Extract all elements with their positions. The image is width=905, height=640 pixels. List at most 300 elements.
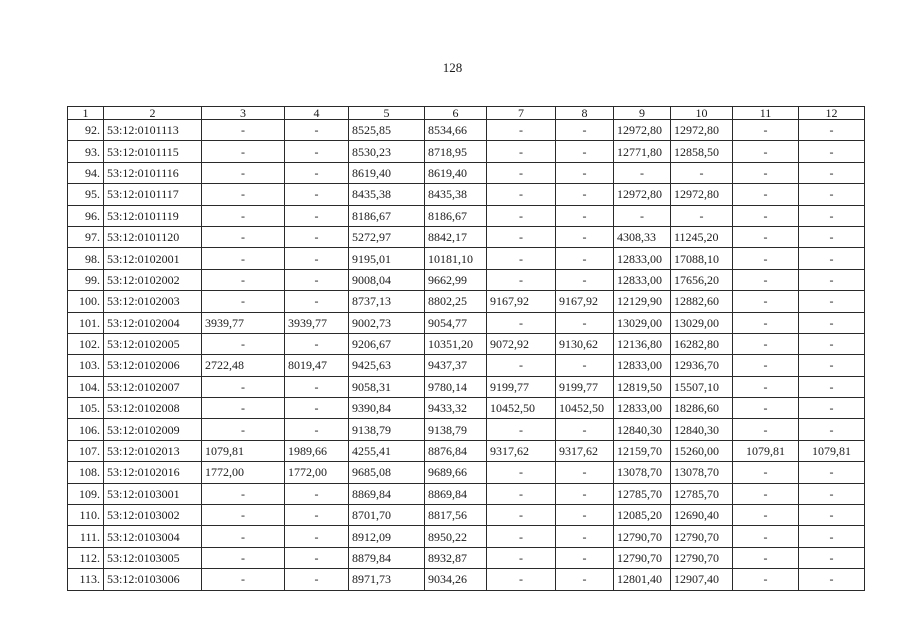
column-header: 7: [487, 107, 556, 120]
table-cell: 12833,00: [614, 398, 671, 419]
table-row: [68, 376, 865, 397]
table-cell: 12819,50: [614, 376, 671, 397]
table-cell: 8879,84: [349, 547, 425, 568]
table-cell: -: [202, 526, 285, 547]
table-cell: -: [556, 355, 614, 376]
table-cell: 9167,92: [556, 291, 614, 312]
cadastral-number-cell: 53:12:0102013: [104, 440, 202, 461]
table-cell: 8802,25: [425, 291, 487, 312]
table-cell: 9437,37: [425, 355, 487, 376]
table-cell: -: [556, 248, 614, 269]
table-cell: 8019,47: [285, 355, 349, 376]
table-cell: 8950,22: [425, 526, 487, 547]
table-cell: 8525,85: [349, 120, 425, 141]
row-number-cell: 100.: [68, 291, 104, 312]
table-cell: 1989,66: [285, 440, 349, 461]
table-cell: -: [733, 248, 799, 269]
table-row: [68, 440, 865, 461]
table-cell: 12801,40: [614, 569, 671, 590]
table-cell: 1772,00: [285, 462, 349, 483]
table-cell: -: [799, 419, 865, 440]
table-cell: -: [556, 483, 614, 504]
table-cell: -: [556, 120, 614, 141]
row-number-cell: 112.: [68, 547, 104, 568]
table-cell: 4308,33: [614, 226, 671, 247]
table-cell: 8435,38: [425, 184, 487, 205]
table-cell: -: [285, 526, 349, 547]
table-cell: -: [799, 398, 865, 419]
table-cell: 9390,84: [349, 398, 425, 419]
table-row: [68, 291, 865, 312]
table-cell: -: [733, 141, 799, 162]
table-cell: -: [285, 226, 349, 247]
table-cell: -: [487, 162, 556, 183]
table-cell: -: [285, 141, 349, 162]
table-cell: -: [202, 419, 285, 440]
table-cell: -: [614, 162, 671, 183]
table-cell: -: [733, 419, 799, 440]
table-cell: -: [556, 184, 614, 205]
table-cell: -: [799, 355, 865, 376]
row-number-cell: 97.: [68, 226, 104, 247]
cadastral-number-cell: 53:12:0103005: [104, 547, 202, 568]
table-cell: 8932,87: [425, 547, 487, 568]
table-cell: 8842,17: [425, 226, 487, 247]
table-cell: -: [733, 398, 799, 419]
column-header: 5: [349, 107, 425, 120]
cadastral-number-cell: 53:12:0101117: [104, 184, 202, 205]
table-cell: -: [733, 569, 799, 590]
table-cell: 10452,50: [556, 398, 614, 419]
table-cell: 9425,63: [349, 355, 425, 376]
table-cell: -: [556, 526, 614, 547]
table-cell: 12690,40: [671, 505, 733, 526]
row-number-cell: 102.: [68, 333, 104, 354]
table-cell: 9199,77: [487, 376, 556, 397]
table-cell: 9138,79: [425, 419, 487, 440]
table-cell: -: [202, 547, 285, 568]
table-cell: 8817,56: [425, 505, 487, 526]
row-number-cell: 113.: [68, 569, 104, 590]
table-cell: 9317,62: [487, 440, 556, 461]
table-cell: -: [556, 141, 614, 162]
table-cell: -: [733, 376, 799, 397]
table-cell: -: [556, 547, 614, 568]
column-header: 12: [799, 107, 865, 120]
table-cell: -: [733, 333, 799, 354]
table-cell: 12972,80: [671, 184, 733, 205]
table-cell: 8619,40: [349, 162, 425, 183]
table-cell: 12833,00: [614, 355, 671, 376]
table-cell: -: [487, 141, 556, 162]
table-cell: -: [202, 269, 285, 290]
column-header: 8: [556, 107, 614, 120]
table-cell: 9685,08: [349, 462, 425, 483]
table-cell: 13078,70: [614, 462, 671, 483]
table-cell: -: [487, 419, 556, 440]
table-cell: -: [487, 547, 556, 568]
table-cell: 3939,77: [285, 312, 349, 333]
table-cell: -: [487, 483, 556, 504]
column-header: 6: [425, 107, 487, 120]
table-cell: 8869,84: [425, 483, 487, 504]
table-cell: -: [733, 547, 799, 568]
table-cell: 8737,13: [349, 291, 425, 312]
table-cell: -: [733, 505, 799, 526]
table-cell: 9195,01: [349, 248, 425, 269]
cadastral-number-cell: 53:12:0102008: [104, 398, 202, 419]
table-header-row: [68, 107, 865, 120]
table-cell: -: [285, 162, 349, 183]
table-cell: 5272,97: [349, 226, 425, 247]
table-cell: 12790,70: [614, 547, 671, 568]
table-cell: -: [733, 205, 799, 226]
table-row: [68, 162, 865, 183]
row-number-cell: 92.: [68, 120, 104, 141]
table-cell: -: [487, 120, 556, 141]
table-cell: -: [556, 419, 614, 440]
cadastral-number-cell: 53:12:0101116: [104, 162, 202, 183]
table-cell: -: [799, 205, 865, 226]
table-cell: -: [799, 120, 865, 141]
table-cell: 18286,60: [671, 398, 733, 419]
table-cell: 9317,62: [556, 440, 614, 461]
table-cell: -: [285, 398, 349, 419]
table-cell: 13029,00: [671, 312, 733, 333]
table-cell: 12907,40: [671, 569, 733, 590]
cadastral-number-cell: 53:12:0101120: [104, 226, 202, 247]
table-cell: -: [799, 547, 865, 568]
table-row: [68, 312, 865, 333]
table-cell: 12840,30: [671, 419, 733, 440]
table-cell: -: [202, 226, 285, 247]
table-row: [68, 333, 865, 354]
table-cell: -: [733, 462, 799, 483]
cadastral-number-cell: 53:12:0102006: [104, 355, 202, 376]
table-cell: -: [671, 205, 733, 226]
table-cell: 10452,50: [487, 398, 556, 419]
table-cell: -: [487, 205, 556, 226]
table-cell: 12085,20: [614, 505, 671, 526]
cadastral-number-cell: 53:12:0102007: [104, 376, 202, 397]
table-cell: 12972,80: [614, 120, 671, 141]
row-number-cell: 110.: [68, 505, 104, 526]
table-row: [68, 547, 865, 568]
table-cell: 12972,80: [614, 184, 671, 205]
table-cell: 8530,23: [349, 141, 425, 162]
table-cell: -: [799, 312, 865, 333]
table-cell: -: [733, 120, 799, 141]
table-cell: -: [285, 120, 349, 141]
table-row: [68, 355, 865, 376]
table-row: [68, 419, 865, 440]
cadastral-number-cell: 53:12:0103002: [104, 505, 202, 526]
table-cell: 17088,10: [671, 248, 733, 269]
table-cell: -: [799, 462, 865, 483]
table-cell: -: [285, 184, 349, 205]
table-cell: 17656,20: [671, 269, 733, 290]
table-cell: -: [799, 269, 865, 290]
table-cell: -: [202, 184, 285, 205]
table-cell: -: [556, 505, 614, 526]
table-cell: 4255,41: [349, 440, 425, 461]
table-cell: -: [285, 376, 349, 397]
cadastral-number-cell: 53:12:0102005: [104, 333, 202, 354]
table-cell: 12136,80: [614, 333, 671, 354]
table-cell: -: [799, 184, 865, 205]
table-cell: -: [487, 505, 556, 526]
column-header: 4: [285, 107, 349, 120]
table-cell: -: [487, 248, 556, 269]
table-cell: -: [556, 205, 614, 226]
table-cell: 9072,92: [487, 333, 556, 354]
table-cell: -: [799, 226, 865, 247]
table-cell: -: [799, 526, 865, 547]
table-cell: 8186,67: [349, 205, 425, 226]
table-cell: -: [799, 376, 865, 397]
cadastral-number-cell: 53:12:0103006: [104, 569, 202, 590]
table-row: [68, 505, 865, 526]
table-cell: 12785,70: [671, 483, 733, 504]
column-header: 2: [104, 107, 202, 120]
cadastral-number-cell: 53:12:0103001: [104, 483, 202, 504]
table-cell: 9662,99: [425, 269, 487, 290]
table-cell: -: [487, 569, 556, 590]
table-cell: 2722,48: [202, 355, 285, 376]
table-cell: 9008,04: [349, 269, 425, 290]
table-cell: 9130,62: [556, 333, 614, 354]
table-cell: 12858,50: [671, 141, 733, 162]
row-number-cell: 94.: [68, 162, 104, 183]
column-header: 1: [68, 107, 104, 120]
table-cell: -: [285, 269, 349, 290]
data-table: [67, 106, 865, 591]
table-cell: -: [556, 569, 614, 590]
table-cell: -: [202, 333, 285, 354]
table-cell: 8534,66: [425, 120, 487, 141]
table-cell: -: [799, 569, 865, 590]
row-number-cell: 95.: [68, 184, 104, 205]
table-cell: 9054,77: [425, 312, 487, 333]
table-cell: -: [556, 312, 614, 333]
table-cell: 8619,40: [425, 162, 487, 183]
table-cell: 12790,70: [614, 526, 671, 547]
table-cell: -: [733, 312, 799, 333]
row-number-cell: 103.: [68, 355, 104, 376]
table-cell: 13078,70: [671, 462, 733, 483]
table-cell: 9138,79: [349, 419, 425, 440]
table-cell: -: [487, 269, 556, 290]
row-number-cell: 107.: [68, 440, 104, 461]
row-number-cell: 101.: [68, 312, 104, 333]
table-cell: 11245,20: [671, 226, 733, 247]
row-number-cell: 96.: [68, 205, 104, 226]
table-cell: -: [487, 355, 556, 376]
column-header: 9: [614, 107, 671, 120]
table-cell: -: [487, 462, 556, 483]
row-number-cell: 104.: [68, 376, 104, 397]
row-number-cell: 98.: [68, 248, 104, 269]
table-cell: -: [285, 419, 349, 440]
table-cell: 9199,77: [556, 376, 614, 397]
table-cell: 9689,66: [425, 462, 487, 483]
table-cell: 12882,60: [671, 291, 733, 312]
table-cell: -: [799, 483, 865, 504]
table-cell: -: [733, 226, 799, 247]
table-cell: 9433,32: [425, 398, 487, 419]
table-cell: -: [202, 398, 285, 419]
table-row: [68, 526, 865, 547]
table-cell: 12840,30: [614, 419, 671, 440]
table-cell: 9206,67: [349, 333, 425, 354]
table-cell: -: [487, 526, 556, 547]
table-cell: 9034,26: [425, 569, 487, 590]
table-row: [68, 269, 865, 290]
table-cell: -: [614, 205, 671, 226]
table-cell: -: [556, 269, 614, 290]
table-row: [68, 141, 865, 162]
table-cell: -: [799, 248, 865, 269]
cadastral-number-cell: 53:12:0102004: [104, 312, 202, 333]
table-cell: -: [202, 248, 285, 269]
table-cell: 13029,00: [614, 312, 671, 333]
table-cell: 12771,80: [614, 141, 671, 162]
cadastral-number-cell: 53:12:0103004: [104, 526, 202, 547]
table-cell: -: [733, 526, 799, 547]
table-cell: 9002,73: [349, 312, 425, 333]
table-cell: -: [285, 333, 349, 354]
table-cell: 8718,95: [425, 141, 487, 162]
table-cell: 1772,00: [202, 462, 285, 483]
table-cell: 10351,20: [425, 333, 487, 354]
table-cell: -: [487, 226, 556, 247]
table-cell: -: [202, 141, 285, 162]
table-cell: -: [733, 355, 799, 376]
row-number-cell: 99.: [68, 269, 104, 290]
table-row: [68, 184, 865, 205]
table-cell: -: [733, 162, 799, 183]
table-cell: -: [733, 291, 799, 312]
table-cell: -: [487, 184, 556, 205]
cadastral-number-cell: 53:12:0101119: [104, 205, 202, 226]
table-cell: -: [202, 505, 285, 526]
table-cell: 10181,10: [425, 248, 487, 269]
table-cell: 12790,70: [671, 547, 733, 568]
table-cell: 12936,70: [671, 355, 733, 376]
table-cell: -: [285, 205, 349, 226]
cadastral-number-cell: 53:12:0102016: [104, 462, 202, 483]
cadastral-number-cell: 53:12:0102009: [104, 419, 202, 440]
row-number-cell: 106.: [68, 419, 104, 440]
cadastral-number-cell: 53:12:0101113: [104, 120, 202, 141]
table-cell: -: [202, 569, 285, 590]
table-cell: 15507,10: [671, 376, 733, 397]
table-cell: -: [285, 505, 349, 526]
column-header: 3: [202, 107, 285, 120]
row-number-cell: 109.: [68, 483, 104, 504]
table-cell: 1079,81: [799, 440, 865, 461]
table-cell: -: [733, 269, 799, 290]
table-cell: -: [733, 483, 799, 504]
table-cell: -: [285, 291, 349, 312]
table-cell: -: [671, 162, 733, 183]
table-cell: 12972,80: [671, 120, 733, 141]
table-cell: 12785,70: [614, 483, 671, 504]
table-cell: -: [285, 248, 349, 269]
table-cell: -: [202, 483, 285, 504]
table-row: [68, 226, 865, 247]
table-row: [68, 483, 865, 504]
table-cell: 1079,81: [733, 440, 799, 461]
page-number: 128: [442, 60, 463, 75]
table-cell: -: [285, 547, 349, 568]
table-cell: 12833,00: [614, 248, 671, 269]
table-cell: -: [799, 291, 865, 312]
table-cell: -: [285, 483, 349, 504]
table-cell: 12790,70: [671, 526, 733, 547]
table-cell: -: [202, 205, 285, 226]
column-header: 10: [671, 107, 733, 120]
table-cell: -: [799, 141, 865, 162]
table-cell: 8912,09: [349, 526, 425, 547]
table-cell: -: [556, 226, 614, 247]
table-cell: -: [799, 333, 865, 354]
table-cell: 8435,38: [349, 184, 425, 205]
table-cell: -: [285, 569, 349, 590]
row-number-cell: 111.: [68, 526, 104, 547]
column-header: 11: [733, 107, 799, 120]
table-cell: 9780,14: [425, 376, 487, 397]
table-cell: -: [556, 462, 614, 483]
table-cell: 9167,92: [487, 291, 556, 312]
table-cell: 8876,84: [425, 440, 487, 461]
table-cell: 8186,67: [425, 205, 487, 226]
table-cell: 1079,81: [202, 440, 285, 461]
table-cell: 8701,70: [349, 505, 425, 526]
table-cell: -: [556, 162, 614, 183]
table-cell: -: [799, 162, 865, 183]
table-cell: -: [202, 376, 285, 397]
row-number-cell: 108.: [68, 462, 104, 483]
table-cell: -: [733, 184, 799, 205]
table-cell: -: [202, 162, 285, 183]
table-cell: 12833,00: [614, 269, 671, 290]
table-cell: 12159,70: [614, 440, 671, 461]
table-cell: 15260,00: [671, 440, 733, 461]
table-cell: 8869,84: [349, 483, 425, 504]
row-number-cell: 93.: [68, 141, 104, 162]
table-row: [68, 248, 865, 269]
table-row: [68, 120, 865, 141]
table-cell: 8971,73: [349, 569, 425, 590]
cadastral-number-cell: 53:12:0102003: [104, 291, 202, 312]
table-row: [68, 205, 865, 226]
table-row: [68, 462, 865, 483]
table-body: [68, 120, 865, 591]
table-cell: 16282,80: [671, 333, 733, 354]
row-number-cell: 105.: [68, 398, 104, 419]
table-cell: 3939,77: [202, 312, 285, 333]
table-row: [68, 569, 865, 590]
table-cell: -: [799, 505, 865, 526]
table-row: [68, 398, 865, 419]
cadastral-number-cell: 53:12:0102001: [104, 248, 202, 269]
cadastral-number-cell: 53:12:0101115: [104, 141, 202, 162]
table-cell: -: [487, 312, 556, 333]
table-cell: -: [202, 120, 285, 141]
table-cell: 9058,31: [349, 376, 425, 397]
table-cell: 12129,90: [614, 291, 671, 312]
